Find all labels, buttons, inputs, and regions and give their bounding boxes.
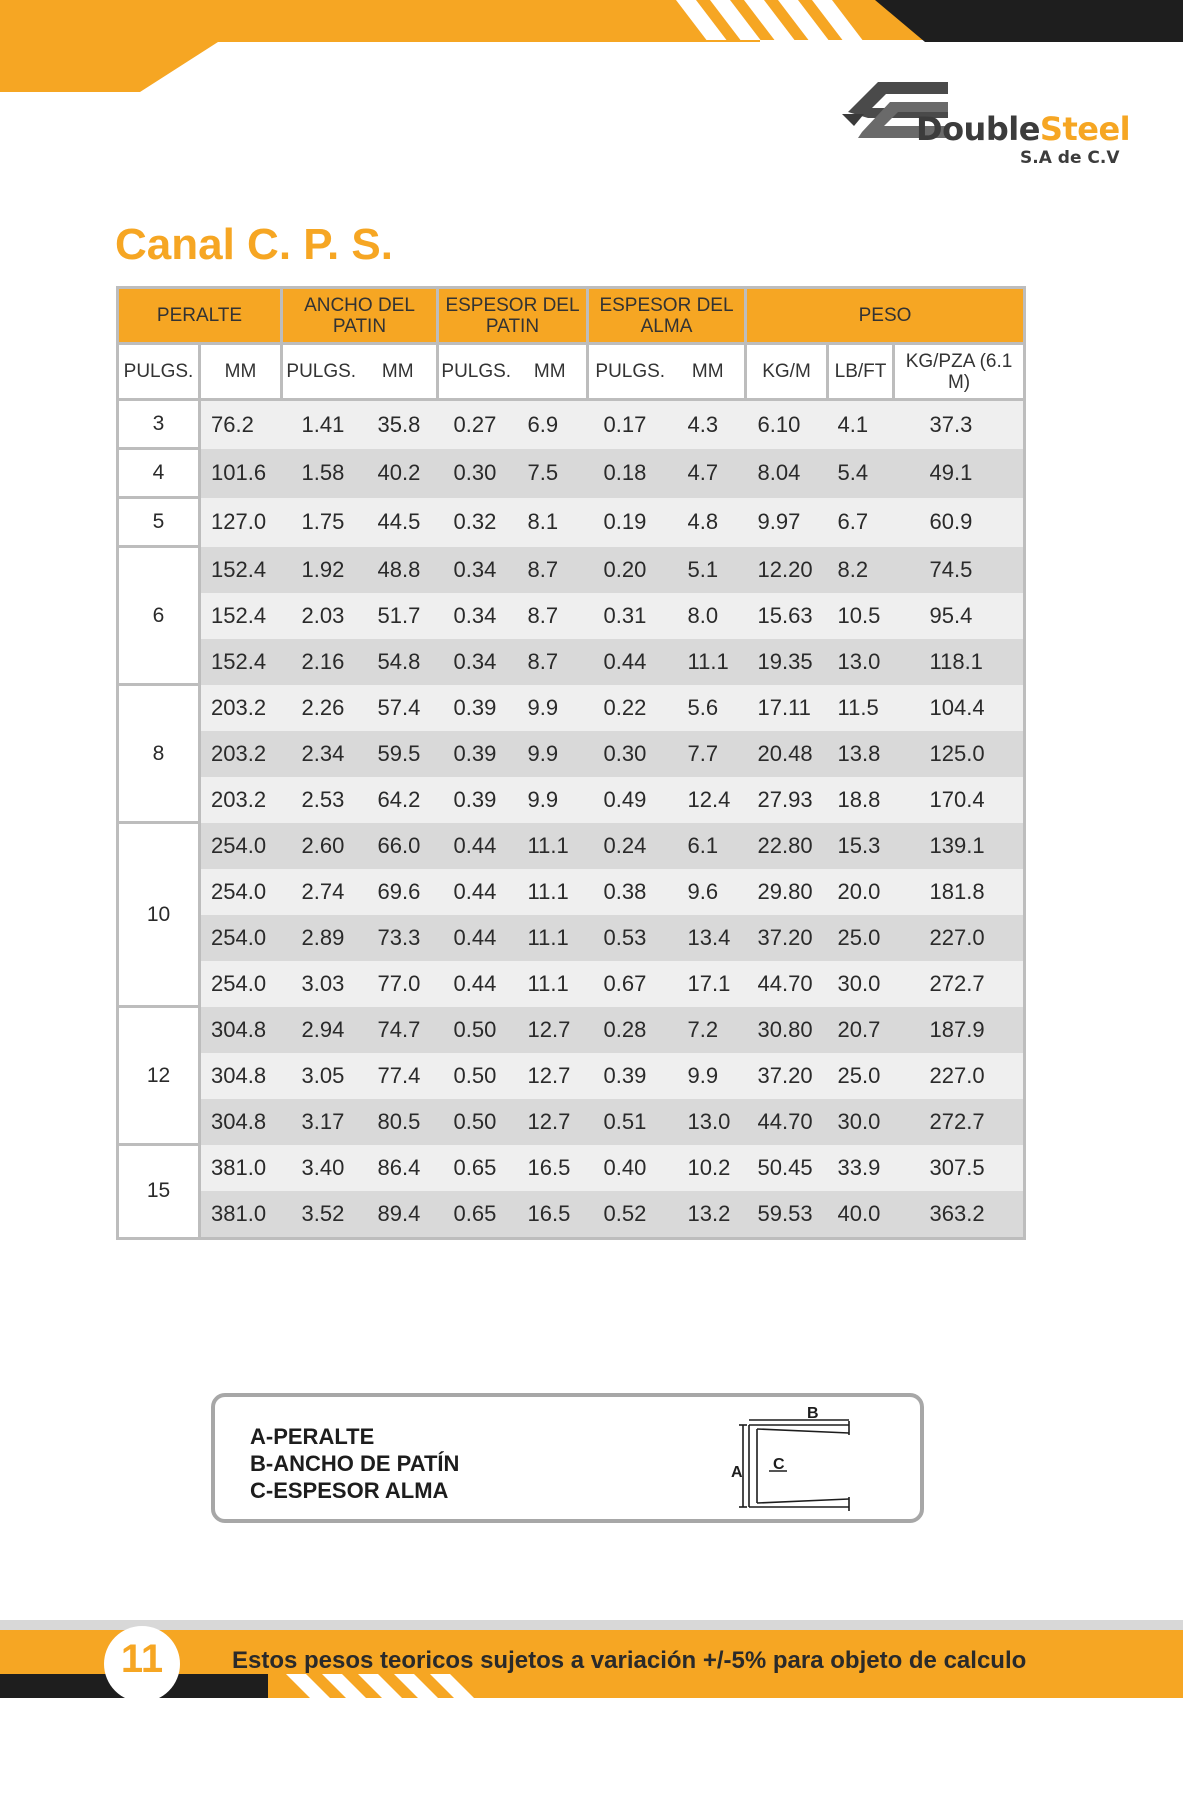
table-cell: 125.0	[894, 731, 1025, 777]
table-cell: 37.20	[746, 1053, 828, 1099]
diagram-label-a: A	[731, 1464, 743, 1481]
subheader-pulgs: PULGS.	[438, 344, 514, 400]
table-cell: 80.5	[360, 1099, 438, 1145]
table-cell: 254.0	[200, 961, 282, 1007]
table-cell: 0.65	[438, 1145, 514, 1191]
table-cell: 13.4	[672, 915, 746, 961]
table-row	[118, 449, 1025, 498]
table-cell: 1.75	[282, 498, 360, 547]
table-cell: 77.4	[360, 1053, 438, 1099]
table-cell: 0.30	[438, 449, 514, 498]
table-cell: 203.2	[200, 685, 282, 731]
table-cell: 0.38	[588, 869, 672, 915]
table-cell: 12.20	[746, 547, 828, 593]
legend-text	[250, 1423, 459, 1504]
table-cell: 2.34	[282, 731, 360, 777]
table-cell: 95.4	[894, 593, 1025, 639]
table-cell: 0.49	[588, 777, 672, 823]
table-cell: 0.44	[438, 823, 514, 869]
table-row	[118, 961, 1025, 1007]
peralte-pulgs-cell: 10	[118, 823, 200, 1007]
table-cell: 30.0	[828, 961, 894, 1007]
table-cell: 44.70	[746, 961, 828, 1007]
peralte-pulgs-cell: 8	[118, 685, 200, 823]
table-cell: 2.16	[282, 639, 360, 685]
table-cell: 12.7	[514, 1053, 588, 1099]
peralte-pulgs-cell: 4	[118, 449, 200, 498]
table-cell: 0.65	[438, 1191, 514, 1239]
diagram-label-c: C	[773, 1456, 785, 1473]
subheader-pulgs: PULGS.	[118, 344, 200, 400]
subheader-mm: MM	[200, 344, 282, 400]
table-cell: 50.45	[746, 1145, 828, 1191]
table-cell: 227.0	[894, 1053, 1025, 1099]
table-cell: 73.3	[360, 915, 438, 961]
table-cell: 11.1	[514, 961, 588, 1007]
table-row	[118, 1007, 1025, 1053]
table-cell: 104.4	[894, 685, 1025, 731]
table-cell: 203.2	[200, 731, 282, 777]
table-cell: 0.34	[438, 593, 514, 639]
table-cell: 5.1	[672, 547, 746, 593]
table-cell: 272.7	[894, 961, 1025, 1007]
peralte-pulgs-cell: 12	[118, 1007, 200, 1145]
table-row	[118, 547, 1025, 593]
subheader-kg-pza: KG/PZA (6.1 M)	[894, 344, 1025, 400]
table-cell: 11.1	[514, 915, 588, 961]
table-cell: 76.2	[200, 400, 282, 449]
table-cell: 139.1	[894, 823, 1025, 869]
table-cell: 6.7	[828, 498, 894, 547]
table-cell: 8.1	[514, 498, 588, 547]
table-cell: 15.3	[828, 823, 894, 869]
table-cell: 1.41	[282, 400, 360, 449]
table-cell: 40.2	[360, 449, 438, 498]
table-cell: 17.1	[672, 961, 746, 1007]
table-cell: 7.2	[672, 1007, 746, 1053]
table-cell: 49.1	[894, 449, 1025, 498]
table-cell: 9.6	[672, 869, 746, 915]
table-cell: 0.51	[588, 1099, 672, 1145]
table-cell: 203.2	[200, 777, 282, 823]
group-header-row	[118, 288, 1025, 344]
subheader-kg-m: KG/M	[746, 344, 828, 400]
table-cell: 40.0	[828, 1191, 894, 1239]
page-number: 11	[120, 1637, 164, 1681]
table-cell: 1.92	[282, 547, 360, 593]
legend-box	[211, 1393, 924, 1523]
header-espesor-alma: ESPESOR DEL ALMA	[588, 288, 746, 344]
table-cell: 44.70	[746, 1099, 828, 1145]
table-cell: 12.7	[514, 1007, 588, 1053]
table-cell: 86.4	[360, 1145, 438, 1191]
table-cell: 304.8	[200, 1007, 282, 1053]
table-cell: 30.80	[746, 1007, 828, 1053]
table-row	[118, 1099, 1025, 1145]
table-cell: 35.8	[360, 400, 438, 449]
table-cell: 304.8	[200, 1053, 282, 1099]
table-cell: 0.18	[588, 449, 672, 498]
table-cell: 9.9	[672, 1053, 746, 1099]
table-cell: 0.31	[588, 593, 672, 639]
table-cell: 0.17	[588, 400, 672, 449]
page-title: Canal C. P. S.	[115, 220, 393, 269]
brand-logo	[838, 72, 1138, 182]
table-cell: 22.80	[746, 823, 828, 869]
subheader-pulgs: PULGS.	[588, 344, 672, 400]
table-cell: 48.8	[360, 547, 438, 593]
table-cell: 2.60	[282, 823, 360, 869]
table-row	[118, 685, 1025, 731]
table-cell: 254.0	[200, 823, 282, 869]
table-cell: 64.2	[360, 777, 438, 823]
table-cell: 13.8	[828, 731, 894, 777]
table-cell: 59.53	[746, 1191, 828, 1239]
table-cell: 57.4	[360, 685, 438, 731]
table-cell: 0.39	[438, 685, 514, 731]
table-cell: 27.93	[746, 777, 828, 823]
table-cell: 0.39	[438, 777, 514, 823]
table-cell: 152.4	[200, 639, 282, 685]
table-cell: 0.34	[438, 547, 514, 593]
table-cell: 181.8	[894, 869, 1025, 915]
table-cell: 16.5	[514, 1191, 588, 1239]
table-cell: 7.7	[672, 731, 746, 777]
table-row	[118, 1053, 1025, 1099]
table-row	[118, 498, 1025, 547]
table-cell: 0.22	[588, 685, 672, 731]
table-row	[118, 639, 1025, 685]
table-cell: 0.32	[438, 498, 514, 547]
table-cell: 5.4	[828, 449, 894, 498]
table-cell: 381.0	[200, 1145, 282, 1191]
table-cell: 5.6	[672, 685, 746, 731]
table-cell: 8.7	[514, 593, 588, 639]
table-cell: 20.0	[828, 869, 894, 915]
table-cell: 2.26	[282, 685, 360, 731]
table-row	[118, 777, 1025, 823]
table-cell: 8.7	[514, 547, 588, 593]
table-cell: 11.1	[514, 869, 588, 915]
table-cell: 0.44	[438, 961, 514, 1007]
header-ancho-patin: ANCHO DEL PATIN	[282, 288, 438, 344]
table-cell: 307.5	[894, 1145, 1025, 1191]
table-cell: 6.1	[672, 823, 746, 869]
table-cell: 3.05	[282, 1053, 360, 1099]
table-cell: 0.44	[438, 869, 514, 915]
table-cell: 37.3	[894, 400, 1025, 449]
table-row	[118, 400, 1025, 449]
table-cell: 127.0	[200, 498, 282, 547]
table-cell: 74.5	[894, 547, 1025, 593]
table-cell: 37.20	[746, 915, 828, 961]
table-cell: 11.5	[828, 685, 894, 731]
table-cell: 13.0	[828, 639, 894, 685]
channel-diagram	[725, 1407, 895, 1517]
spec-table-body	[118, 400, 1025, 1239]
table-cell: 2.53	[282, 777, 360, 823]
table-cell: 0.44	[588, 639, 672, 685]
table-cell: 101.6	[200, 449, 282, 498]
table-cell: 3.03	[282, 961, 360, 1007]
table-row	[118, 869, 1025, 915]
table-cell: 18.8	[828, 777, 894, 823]
footer-note: Estos pesos teoricos sujetos a variación +/-5% para objeto de calculo	[232, 1647, 1027, 1674]
table-cell: 7.5	[514, 449, 588, 498]
table-cell: 152.4	[200, 547, 282, 593]
table-cell: 10.2	[672, 1145, 746, 1191]
table-row	[118, 731, 1025, 777]
table-cell: 272.7	[894, 1099, 1025, 1145]
table-cell: 2.94	[282, 1007, 360, 1053]
table-cell: 187.9	[894, 1007, 1025, 1053]
subheader-mm: MM	[672, 344, 746, 400]
table-cell: 9.97	[746, 498, 828, 547]
table-cell: 4.8	[672, 498, 746, 547]
table-cell: 25.0	[828, 1053, 894, 1099]
table-cell: 0.34	[438, 639, 514, 685]
peralte-pulgs-cell: 6	[118, 547, 200, 685]
table-cell: 0.27	[438, 400, 514, 449]
subheader-mm: MM	[514, 344, 588, 400]
table-cell: 0.44	[438, 915, 514, 961]
table-cell: 69.6	[360, 869, 438, 915]
table-cell: 29.80	[746, 869, 828, 915]
table-cell: 2.89	[282, 915, 360, 961]
table-cell: 17.11	[746, 685, 828, 731]
table-cell: 0.24	[588, 823, 672, 869]
table-cell: 77.0	[360, 961, 438, 1007]
table-cell: 381.0	[200, 1191, 282, 1239]
table-cell: 10.5	[828, 593, 894, 639]
table-cell: 20.48	[746, 731, 828, 777]
table-cell: 0.39	[588, 1053, 672, 1099]
brand-suffix: S.A de C.V	[1020, 148, 1120, 168]
table-cell: 152.4	[200, 593, 282, 639]
table-cell: 6.10	[746, 400, 828, 449]
table-cell: 30.0	[828, 1099, 894, 1145]
table-row	[118, 1191, 1025, 1239]
table-cell: 60.9	[894, 498, 1025, 547]
table-cell: 254.0	[200, 869, 282, 915]
header-peso: PESO	[746, 288, 1025, 344]
peralte-pulgs-cell: 5	[118, 498, 200, 547]
table-cell: 12.4	[672, 777, 746, 823]
table-cell: 363.2	[894, 1191, 1025, 1239]
sub-header-row	[118, 344, 1025, 400]
peralte-pulgs-cell: 3	[118, 400, 200, 449]
table-cell: 0.40	[588, 1145, 672, 1191]
diagram-label-b: B	[807, 1407, 819, 1422]
table-cell: 0.50	[438, 1099, 514, 1145]
table-cell: 20.7	[828, 1007, 894, 1053]
table-cell: 254.0	[200, 915, 282, 961]
table-cell: 59.5	[360, 731, 438, 777]
table-row	[118, 823, 1025, 869]
legend-line-c: C-ESPESOR ALMA	[250, 1478, 449, 1503]
table-cell: 8.2	[828, 547, 894, 593]
table-cell: 0.20	[588, 547, 672, 593]
table-cell: 8.0	[672, 593, 746, 639]
table-cell: 170.4	[894, 777, 1025, 823]
table-cell: 0.30	[588, 731, 672, 777]
table-cell: 11.1	[514, 823, 588, 869]
table-row	[118, 593, 1025, 639]
legend-line-a: A-PERALTE	[250, 1424, 375, 1449]
table-cell: 4.7	[672, 449, 746, 498]
table-cell: 0.28	[588, 1007, 672, 1053]
table-cell: 9.9	[514, 685, 588, 731]
table-cell: 9.9	[514, 731, 588, 777]
table-cell: 2.74	[282, 869, 360, 915]
table-cell: 2.03	[282, 593, 360, 639]
table-cell: 66.0	[360, 823, 438, 869]
table-row	[118, 1145, 1025, 1191]
table-cell: 304.8	[200, 1099, 282, 1145]
table-cell: 8.04	[746, 449, 828, 498]
header-espesor-patin: ESPESOR DEL PATIN	[438, 288, 588, 344]
table-cell: 19.35	[746, 639, 828, 685]
table-cell: 4.3	[672, 400, 746, 449]
table-cell: 6.9	[514, 400, 588, 449]
table-row	[118, 915, 1025, 961]
table-cell: 33.9	[828, 1145, 894, 1191]
table-cell: 8.7	[514, 639, 588, 685]
table-cell: 4.1	[828, 400, 894, 449]
table-cell: 9.9	[514, 777, 588, 823]
brand-name: DoubleSteel	[916, 110, 1131, 148]
table-cell: 44.5	[360, 498, 438, 547]
spec-table	[116, 286, 1026, 1240]
table-cell: 0.19	[588, 498, 672, 547]
table-cell: 227.0	[894, 915, 1025, 961]
table-cell: 11.1	[672, 639, 746, 685]
table-cell: 118.1	[894, 639, 1025, 685]
table-cell: 12.7	[514, 1099, 588, 1145]
peralte-pulgs-cell: 15	[118, 1145, 200, 1239]
table-cell: 3.17	[282, 1099, 360, 1145]
table-cell: 13.0	[672, 1099, 746, 1145]
table-cell: 1.58	[282, 449, 360, 498]
table-cell: 54.8	[360, 639, 438, 685]
subheader-mm: MM	[360, 344, 438, 400]
subheader-lb-ft: LB/FT	[828, 344, 894, 400]
table-cell: 89.4	[360, 1191, 438, 1239]
table-cell: 0.67	[588, 961, 672, 1007]
table-cell: 51.7	[360, 593, 438, 639]
table-cell: 0.39	[438, 731, 514, 777]
table-cell: 0.52	[588, 1191, 672, 1239]
table-cell: 0.53	[588, 915, 672, 961]
table-cell: 3.52	[282, 1191, 360, 1239]
table-cell: 16.5	[514, 1145, 588, 1191]
table-cell: 0.50	[438, 1007, 514, 1053]
table-cell: 15.63	[746, 593, 828, 639]
table-cell: 25.0	[828, 915, 894, 961]
legend-line-b: B-ANCHO DE PATÍN	[250, 1451, 460, 1476]
subheader-pulgs: PULGS.	[282, 344, 360, 400]
table-cell: 74.7	[360, 1007, 438, 1053]
table-cell: 3.40	[282, 1145, 360, 1191]
header-peralte: PERALTE	[118, 288, 282, 344]
table-cell: 0.50	[438, 1053, 514, 1099]
table-cell: 13.2	[672, 1191, 746, 1239]
